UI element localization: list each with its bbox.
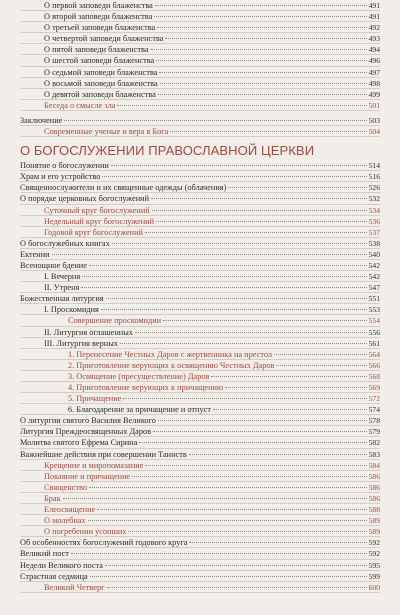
toc-entry-title: О литургии святого Василия Великого <box>20 416 156 426</box>
leader-dots <box>228 187 366 188</box>
leader-dots <box>145 232 367 233</box>
leader-dots <box>123 398 366 399</box>
leader-dots <box>120 343 367 344</box>
toc-entry-scientists[interactable] <box>20 126 380 137</box>
toc-entry-page: 498 <box>368 78 380 88</box>
toc-entry-page: 564 <box>368 349 380 359</box>
toc-entry[interactable] <box>20 89 380 100</box>
leader-dots <box>135 332 367 333</box>
toc-entry[interactable] <box>20 182 380 193</box>
toc-entry-page: 492 <box>368 23 380 33</box>
toc-entry[interactable] <box>20 393 380 404</box>
toc-entry-title: II. Утреня <box>44 283 80 293</box>
toc-group-beatitudes <box>20 0 380 100</box>
toc-entry-title: Великий Четверг <box>44 582 105 592</box>
toc-entry-title: Ектении <box>20 249 50 259</box>
toc-entry-title: III. Литургия верных <box>44 338 118 348</box>
toc-entry-page: 516 <box>368 172 380 182</box>
toc-entry-page: 536 <box>368 216 380 226</box>
leader-dots <box>145 465 366 466</box>
toc-entry[interactable] <box>20 0 380 11</box>
toc-entry-title: II. Литургия оглашенных <box>44 327 133 337</box>
toc-entry-page: 553 <box>368 305 380 315</box>
leader-dots <box>160 83 367 84</box>
toc-entry[interactable] <box>20 560 380 571</box>
toc-entry-page: 491 <box>368 1 380 10</box>
leader-dots <box>52 254 367 255</box>
toc-entry-title: Современные ученые и вера в Бога <box>44 127 169 137</box>
leader-dots <box>112 243 367 244</box>
toc-entry-page: 584 <box>368 460 380 470</box>
toc-entry[interactable] <box>20 327 380 338</box>
leader-dots <box>156 221 367 222</box>
leader-dots <box>165 38 366 39</box>
toc-entry-title: Суточный круг богослужений <box>44 205 150 215</box>
toc-entry-page: 538 <box>368 238 380 248</box>
toc-entry-page: 586 <box>368 482 380 492</box>
toc-entry-beseda[interactable] <box>20 100 380 111</box>
toc-entry-page: 497 <box>368 67 380 77</box>
toc-entry[interactable] <box>20 504 380 515</box>
toc-entry-title: Молитва святого Ефрема Сирина <box>20 438 138 448</box>
toc-entry[interactable] <box>20 78 380 89</box>
toc-entry-title: Брак <box>44 493 61 503</box>
toc-entry-page: 589 <box>368 527 380 537</box>
toc-entry[interactable] <box>20 349 380 360</box>
toc-entry[interactable] <box>20 526 380 537</box>
toc-entry-title: Об особенностях богослужений годового круга <box>20 538 188 548</box>
leader-dots <box>163 320 367 321</box>
leader-dots <box>106 298 367 299</box>
toc-entry[interactable] <box>20 227 380 238</box>
toc-entry-title: Недельный круг богослужений <box>44 216 155 226</box>
leader-dots <box>90 576 367 577</box>
toc-entry-page: 583 <box>368 449 380 459</box>
toc-entry-title: 6. Благодарение за причащение и отпуст <box>68 405 211 415</box>
toc-entry-page: 496 <box>368 56 380 66</box>
toc-entry-page: 537 <box>368 227 380 237</box>
leader-dots <box>154 16 366 17</box>
toc-entry-title: О первой заповеди блаженства <box>44 1 153 10</box>
toc-entry-page: 494 <box>368 45 380 55</box>
toc-entry-title: Годовой круг богослужений <box>44 227 143 237</box>
leader-dots <box>189 454 367 455</box>
toc-entry[interactable] <box>20 249 380 260</box>
toc-entry[interactable] <box>20 271 380 282</box>
toc-entry-title: О богослужебных книгах <box>20 238 110 248</box>
toc-entry-title: Важнейшие действия при совершении Таинств <box>20 449 187 459</box>
toc-entry-title: Крещение и миропомазание <box>44 460 144 470</box>
leader-dots <box>152 210 367 211</box>
toc-entry-page: 491 <box>368 12 380 22</box>
toc-entry-title: Елеосвящение <box>44 505 96 515</box>
toc-entry[interactable] <box>20 44 380 55</box>
toc-entry-title: О четвертой заповеди блаженства <box>44 34 164 44</box>
leader-dots <box>111 165 367 166</box>
toc-entry-title: Совершение проскомидии <box>68 316 162 326</box>
toc-entry[interactable] <box>20 360 380 371</box>
toc-entry-page: 595 <box>368 560 380 570</box>
leader-dots <box>139 442 366 443</box>
toc-entry-title: О восьмой заповеди блаженства <box>44 78 158 88</box>
toc-entry-page: 568 <box>368 371 380 381</box>
toc-entry-page: 547 <box>368 283 380 293</box>
leader-dots <box>151 198 367 199</box>
leader-dots <box>158 94 367 95</box>
toc-entry[interactable] <box>20 238 380 249</box>
toc-entry-title: Недели Великого поста <box>20 560 103 570</box>
leader-dots <box>82 276 366 277</box>
leader-dots <box>157 27 366 28</box>
toc-entry-title: Всенощное бдение <box>20 260 87 270</box>
leader-dots <box>71 553 367 554</box>
toc-entry-page: 561 <box>368 338 380 348</box>
toc-entry-page: 532 <box>368 194 380 204</box>
toc-entry-title: I. Проскомидия <box>44 305 99 315</box>
toc-entry-title: Заключение <box>20 115 63 125</box>
leader-dots <box>170 131 366 132</box>
toc-group-worship <box>20 160 380 593</box>
toc-entry-title: О второй заповеди блаженства <box>44 12 153 22</box>
toc-entry[interactable] <box>20 371 380 382</box>
toc-entry[interactable] <box>20 482 380 493</box>
leader-dots <box>274 354 367 355</box>
toc-entry-page: 493 <box>368 34 380 44</box>
toc-entry[interactable] <box>20 205 380 216</box>
toc-entry[interactable] <box>20 33 380 44</box>
leader-dots <box>151 49 367 50</box>
toc-entry-page: 586 <box>368 471 380 481</box>
toc-entry-page: 542 <box>368 260 380 270</box>
toc-entry-page: 569 <box>368 383 380 392</box>
toc-entry-page: 503 <box>368 115 380 125</box>
leader-dots <box>156 60 366 61</box>
leader-dots <box>64 120 366 121</box>
toc-entry-title: Священство <box>44 482 87 492</box>
toc-entry-title: 5. Причащение <box>68 394 122 404</box>
toc-entry-page: 499 <box>368 89 380 99</box>
toc-entry-conclusion[interactable] <box>20 115 380 126</box>
toc-entry-title: О седьмой заповеди блаженства <box>44 67 158 77</box>
toc-entry-page: 501 <box>368 100 380 110</box>
toc-entry-page: 599 <box>368 571 380 581</box>
toc-entry-page: 579 <box>368 427 380 437</box>
toc-entry-title: Покаяние и причащение <box>44 471 131 481</box>
leader-dots <box>81 287 366 288</box>
toc-entry[interactable] <box>20 304 380 315</box>
toc-entry-title: О шестой заповеди блаженства <box>44 56 155 66</box>
toc-entry-page: 566 <box>368 360 380 370</box>
leader-dots <box>158 420 367 421</box>
toc-entry-title: Беседа о смысле зла <box>44 100 116 110</box>
toc-entry-title: 1. Перенесение Честных Даров с жертвенника на престол <box>68 349 273 359</box>
leader-dots <box>153 431 367 432</box>
toc-entry[interactable] <box>20 293 380 304</box>
toc-entry[interactable] <box>20 426 380 437</box>
toc-entry-page: 578 <box>368 416 380 426</box>
leader-dots <box>89 487 367 488</box>
toc-entry[interactable] <box>20 67 380 78</box>
toc-entry-page: 540 <box>368 249 380 259</box>
toc-entry-title: 3. Освящение (пресуществление) Даров <box>68 371 210 381</box>
toc-entry-page: 592 <box>368 538 380 548</box>
leader-dots <box>105 565 367 566</box>
toc-entry-page: 572 <box>368 394 380 404</box>
toc-entry-title: О молебнах <box>44 516 86 526</box>
toc-entry-title: Страстная седмица <box>20 571 88 581</box>
toc-entry-title: Храм и его устройство <box>20 172 101 182</box>
toc-entry-title: Понятие о богослужении <box>20 161 109 171</box>
leader-dots <box>225 387 366 388</box>
toc-entry-title: Священнослужители и их священные одежды (облачения) <box>20 183 227 193</box>
toc-entry[interactable] <box>20 537 380 548</box>
leader-dots <box>89 265 367 266</box>
toc-entry-page: 600 <box>368 582 380 592</box>
toc-entry[interactable] <box>20 548 380 559</box>
leader-dots <box>189 542 366 543</box>
toc-entry[interactable] <box>20 382 380 393</box>
toc-entry[interactable] <box>20 55 380 66</box>
toc-entry-page: 514 <box>368 161 380 171</box>
toc-entry-title: Божественная литургия <box>20 294 104 304</box>
toc-entry[interactable] <box>20 404 380 415</box>
toc-entry[interactable] <box>20 515 380 526</box>
toc-entry[interactable] <box>20 282 380 293</box>
toc-entry[interactable] <box>20 315 380 326</box>
leader-dots <box>159 72 366 73</box>
toc-entry-title: О третьей заповеди блаженства <box>44 23 156 33</box>
toc-entry-title: 4. Приготовление верующих к причащению <box>68 383 224 392</box>
toc-entry-title: О девятой заповеди блаженства <box>44 89 156 99</box>
leader-dots <box>155 5 367 6</box>
toc-entry-page: 588 <box>368 505 380 515</box>
toc-entry[interactable] <box>20 460 380 471</box>
toc-entry[interactable] <box>20 260 380 271</box>
leader-dots <box>88 520 367 521</box>
toc-entry[interactable] <box>20 193 380 204</box>
toc-entry-title: 2. Приготовление верующих к освящению Честных Даров <box>68 360 275 370</box>
leader-dots <box>101 309 367 310</box>
toc-entry[interactable] <box>20 11 380 22</box>
leader-dots <box>63 498 367 499</box>
toc-entry-page: 534 <box>368 205 380 215</box>
toc-entry-page: 504 <box>368 127 380 137</box>
toc-entry-title: О порядке церковных богослужений <box>20 194 150 204</box>
toc-entry[interactable] <box>20 22 380 33</box>
toc-entry-title: О пятой заповеди блаженства <box>44 45 149 55</box>
toc-entry-page: 574 <box>368 405 380 415</box>
leader-dots <box>117 105 366 106</box>
leader-dots <box>213 409 367 410</box>
toc-entry-title: I. Вечерня <box>44 272 81 282</box>
toc-entry-title: О погребении усопших <box>44 527 127 537</box>
toc-entry-title: Великий пост <box>20 549 69 559</box>
toc-entry[interactable] <box>20 160 380 171</box>
toc-entry-title: Литургия Преждеосвященных Даров <box>20 427 152 437</box>
toc-entry-page: 586 <box>368 493 380 503</box>
leader-dots <box>107 587 367 588</box>
toc-entry[interactable] <box>20 471 380 482</box>
toc-entry-page: 526 <box>368 183 380 193</box>
leader-dots <box>97 509 366 510</box>
toc-entry[interactable] <box>20 171 380 182</box>
toc-entry[interactable] <box>20 415 380 426</box>
toc-entry[interactable] <box>20 216 380 227</box>
toc-entry[interactable] <box>20 493 380 504</box>
leader-dots <box>211 376 366 377</box>
leader-dots <box>102 176 366 177</box>
toc-entry[interactable] <box>20 582 380 593</box>
toc-entry-page: 582 <box>368 438 380 448</box>
toc-entry-page: 589 <box>368 516 380 526</box>
toc-entry[interactable] <box>20 571 380 582</box>
toc-entry[interactable] <box>20 449 380 460</box>
toc-entry-page: 556 <box>368 327 380 337</box>
leader-dots <box>276 365 366 366</box>
table-of-contents <box>20 0 380 593</box>
toc-entry-page: 554 <box>368 316 380 326</box>
toc-entry-page: 542 <box>368 272 380 282</box>
toc-entry[interactable] <box>20 437 380 448</box>
toc-entry-page: 551 <box>368 294 380 304</box>
toc-entry-page: 592 <box>368 549 380 559</box>
section-title: О БОГОСЛУЖЕНИИ ПРАВОСЛАВНОЙ ЦЕРКВИ <box>20 143 315 159</box>
leader-dots <box>128 531 366 532</box>
leader-dots <box>132 476 366 477</box>
toc-entry[interactable] <box>20 338 380 349</box>
